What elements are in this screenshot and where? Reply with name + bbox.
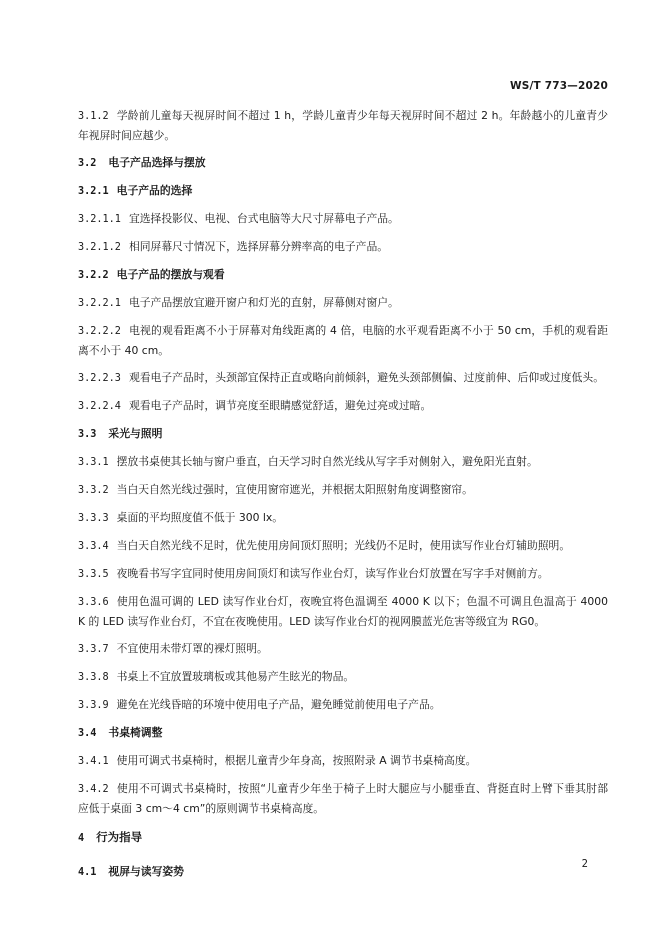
clause-3-3-3: 3.3.3 桌面的平均照度值不低于 300 lx。 xyxy=(78,511,284,524)
document-body xyxy=(78,106,608,890)
clause-3-1-2: 3.1.2 学龄前儿童每天视屏时间不超过 1 h，学龄儿童青少年每天视屏时间不超过 2 h。年龄越小的儿童青少年视屏时间应越少。 xyxy=(78,109,608,142)
clause-3-3-9: 3.3.9 避免在光线昏暗的环境中使用电子产品，避免睡觉前使用电子产品。 xyxy=(78,698,441,711)
heading-3-2-1: 3.2.1 电子产品的选择 xyxy=(78,184,193,197)
clause-3-2-2-4: 3.2.2.4 观看电子产品时，调节亮度至眼睛感觉舒适，避免过亮或过暗。 xyxy=(78,399,432,412)
clause-3-3-1: 3.3.1 摆放书桌使其长轴与窗户垂直，白天学习时自然光线从写字手对侧射入，避免阳光直射。 xyxy=(78,455,538,468)
clause-3-2-2-1: 3.2.2.1 电子产品摆放宜避开窗户和灯光的直射，屏幕侧对窗户。 xyxy=(78,296,399,309)
clause-3-3-8: 3.3.8 书桌上不宜放置玻璃板或其他易产生眩光的物品。 xyxy=(78,670,355,683)
clause-3-2-2-3: 3.2.2.3 观看电子产品时，头颈部宜保持正直或略向前倾斜，避免头颈部侧偏、过度前伸、后仰或过度低头。 xyxy=(78,371,604,384)
page-number: 2 xyxy=(581,858,588,870)
clause-3-3-5: 3.3.5 夜晚看书写字宜同时使用房间顶灯和读写作业台灯，读写作业台灯放置在写字手对侧前方。 xyxy=(78,567,549,580)
clause-3-3-7: 3.3.7 不宜使用未带灯罩的裸灯照明。 xyxy=(78,642,268,655)
clause-3-4-2: 3.4.2 使用不可调式书桌椅时，按照“儿童青少年坐于椅子上时大腿应与小腿垂直、背挺直时上臂下垂其肘部应低于桌面 3 cm～4 cm”的原则调节书桌椅高度。 xyxy=(78,782,608,815)
heading-3-3: 3.3 采光与照明 xyxy=(78,427,163,440)
clause-3-3-6: 3.3.6 使用色温可调的 LED 读写作业台灯，夜晚宜将色温调至 4000 K 以下；色温不可调且色温高于 4000 K 的 LED 读写作业台灯，不宜在夜晚使用。LED 读写作业台灯的视网膜蓝光危害等级宜为 RG0。 xyxy=(78,595,608,628)
clause-3-2-2-2: 3.2.2.2 电视的观看距离不小于屏幕对角线距离的 4 倍，电脑的水平观看距离不小于 50 cm，手机的观看距离不小于 40 cm。 xyxy=(78,324,608,357)
heading-3-2: 3.2 电子产品选择与摆放 xyxy=(78,156,206,169)
clause-3-3-4: 3.3.4 当白天自然光线不足时，优先使用房间顶灯照明；光线仍不足时，使用读写作业台灯辅助照明。 xyxy=(78,539,571,552)
heading-3-4: 3.4 书桌椅调整 xyxy=(78,726,163,739)
heading-4-1: 4.1 视屏与读写姿势 xyxy=(78,865,184,878)
clause-3-3-2: 3.3.2 当白天自然光线过强时，宜使用窗帘遮光，并根据太阳照射角度调整窗帘。 xyxy=(78,483,473,496)
clause-3-2-1-1: 3.2.1.1 宜选择投影仪、电视、台式电脑等大尺寸屏幕电子产品。 xyxy=(78,212,399,225)
clause-3-4-1: 3.4.1 使用可调式书桌椅时，根据儿童青少年身高，按照附录 A 调节书桌椅高度。 xyxy=(78,754,477,767)
heading-3-2-2: 3.2.2 电子产品的摆放与观看 xyxy=(78,268,225,281)
standard-code: WS/T 773—2020 xyxy=(509,80,608,92)
clause-3-2-1-2: 3.2.1.2 相同屏幕尺寸情况下，选择屏幕分辨率高的电子产品。 xyxy=(78,240,389,253)
heading-4: 4 行为指导 xyxy=(78,830,143,844)
